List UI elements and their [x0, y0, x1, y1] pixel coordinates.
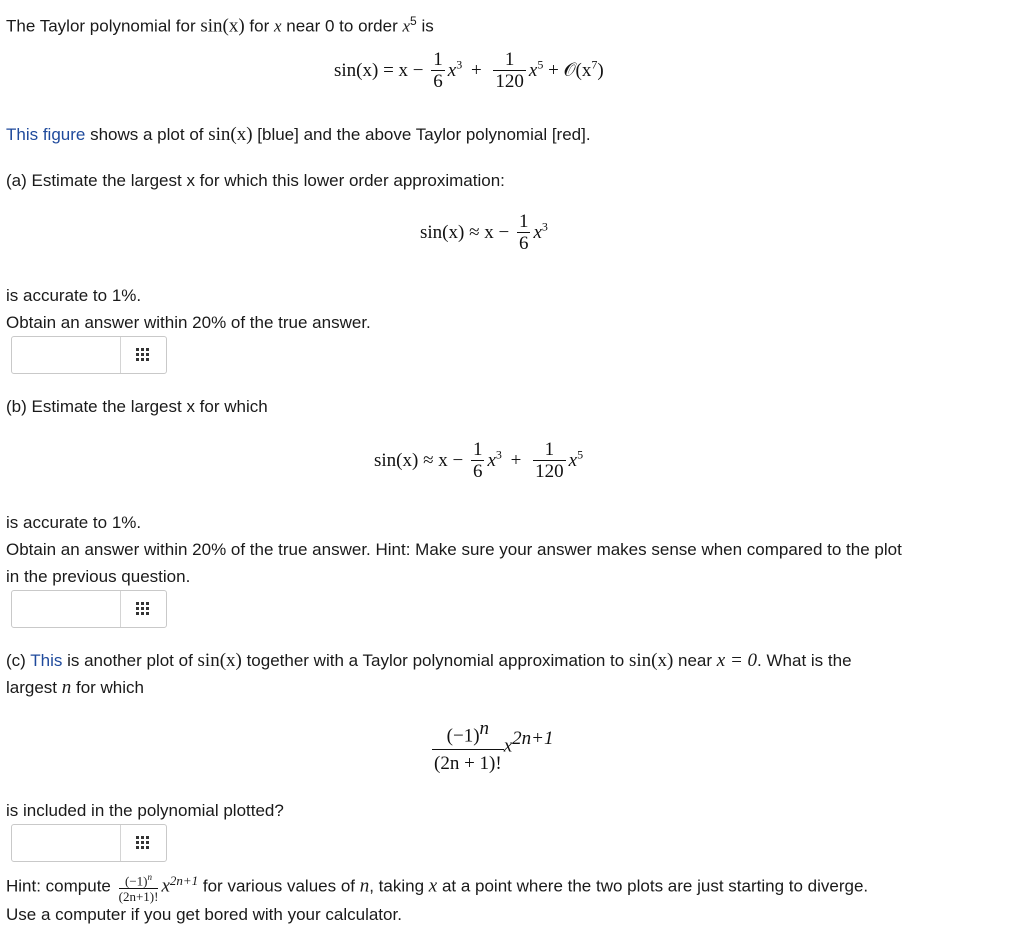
sin-x-expression: sin(x) — [628, 650, 674, 671]
answer-divider — [120, 591, 121, 627]
equation-lhs: sin(x) = x − — [334, 59, 424, 81]
numerator: 1 — [504, 49, 515, 70]
part-c-text: largest — [6, 678, 62, 697]
answer-divider — [120, 337, 121, 373]
part-c-hint — [6, 866, 868, 904]
x-variable: x — [428, 875, 438, 897]
figure-link[interactable]: This figure — [6, 125, 86, 144]
x-variable: x — [273, 16, 282, 36]
keypad-icon[interactable] — [136, 602, 150, 616]
sin-x-expression: sin(x) — [208, 124, 253, 145]
part-b-equation — [374, 440, 583, 483]
x-variable: x — [402, 16, 411, 36]
x-variable: x — [533, 221, 542, 243]
n-variable: n — [359, 875, 370, 897]
plus-operator: + — [510, 449, 522, 471]
part-b-answer-input[interactable] — [16, 595, 120, 625]
intro-text: is — [416, 16, 434, 36]
fraction-one-sixth — [431, 50, 445, 93]
exponent: n — [147, 872, 153, 882]
part-c-answer-box — [11, 824, 167, 862]
figure-text: [blue] and the above Taylor polynomial [red]. — [252, 125, 591, 144]
hint-fraction — [119, 870, 159, 904]
part-a-equation — [420, 212, 548, 255]
part-c-label: (c) — [6, 651, 31, 670]
keypad-icon[interactable] — [136, 836, 150, 850]
denominator: 6 — [518, 233, 529, 254]
fraction-one-sixth — [517, 212, 531, 255]
exponent: 5 — [410, 14, 417, 28]
part-b-accuracy: is accurate to 1%. — [6, 513, 142, 532]
x-equals-zero: x = 0 — [716, 650, 758, 671]
part-a-answer-box — [11, 336, 167, 374]
equation-lhs: sin(x) ≈ x − — [374, 449, 464, 471]
intro-text: for — [244, 16, 274, 36]
keypad-icon[interactable] — [136, 348, 150, 362]
exponent: 3 — [541, 219, 548, 234]
exponent: 3 — [456, 57, 463, 72]
numerator: 1 — [472, 439, 483, 460]
numerator: 1 — [433, 49, 443, 70]
part-c-text: . What is the — [757, 651, 852, 670]
x-variable: x — [503, 735, 513, 757]
numerator: 1 — [544, 439, 555, 460]
hint-text: at a point where the two plots are just starting to diverge. — [437, 876, 869, 896]
part-c-prompt-cont — [6, 677, 144, 699]
part-a-answer-input[interactable] — [16, 341, 120, 371]
part-c-answer-input[interactable] — [16, 829, 120, 859]
numerator-base: (−1) — [446, 725, 480, 747]
part-c-text: for which — [71, 678, 144, 697]
exponent: 2n+1 — [512, 728, 554, 750]
part-c-included: is included in the polynomial plotted? — [6, 801, 284, 820]
exponent: 3 — [495, 447, 502, 462]
denominator: 6 — [433, 71, 443, 92]
plus-operator: + — [470, 59, 482, 81]
figure-text: shows a plot of — [85, 125, 209, 144]
x-variable: x — [447, 59, 457, 81]
equation-lhs: sin(x) ≈ x − — [420, 221, 510, 243]
part-b-instruction-cont: in the previous question. — [6, 567, 191, 586]
hint-text: for various values of — [198, 876, 360, 896]
answer-divider — [120, 825, 121, 861]
part-b-instruction: Obtain an answer within 20% of the true answer. Hint: Make sure your answer makes sense when compared to the plot — [6, 540, 902, 559]
denominator: (2n + 1)! — [432, 749, 504, 778]
part-b-prompt: (b) Estimate the largest x for which — [6, 397, 268, 416]
figure-line — [6, 124, 591, 146]
part-c-hint-cont: Use a computer if you get bored with your calculator. — [6, 905, 402, 924]
denominator: 120 — [495, 71, 524, 92]
part-c-text: together with a Taylor polynomial approximation to — [241, 651, 629, 670]
exponent: 5 — [537, 57, 544, 72]
exponent: 7 — [591, 57, 598, 72]
part-c-term — [432, 716, 553, 778]
hint-text: , taking — [369, 876, 429, 896]
numerator — [119, 870, 159, 888]
intro-text: near 0 to order — [281, 16, 403, 36]
denominator: (2n+1)! — [118, 889, 159, 905]
exponent: 2n+1 — [169, 873, 199, 888]
part-c-plot-link[interactable]: This — [30, 651, 63, 670]
x-variable: x — [161, 875, 170, 897]
taylor-equation — [334, 50, 604, 93]
fraction-one-sixth — [471, 440, 485, 483]
hint-text: Hint: compute — [6, 876, 116, 896]
numerator — [432, 716, 504, 749]
denominator: 120 — [535, 461, 564, 482]
numerator-base: (−1) — [125, 873, 148, 889]
intro-text: The Taylor polynomial for — [6, 16, 201, 36]
fraction-one-120th — [533, 440, 566, 483]
intro-line — [6, 10, 434, 38]
big-o-term: + 𝒪(x — [548, 59, 592, 81]
term-fraction — [432, 716, 504, 778]
part-a-prompt: (a) Estimate the largest x for which this lower order approximation: — [6, 171, 505, 190]
x-variable: x — [487, 449, 496, 471]
close-paren: ) — [597, 59, 604, 81]
exponent: n — [479, 718, 490, 739]
denominator: 6 — [472, 461, 483, 482]
numerator: 1 — [518, 211, 529, 232]
part-c-text: is another plot of — [62, 651, 198, 670]
part-a-instruction: Obtain an answer within 20% of the true answer. — [6, 313, 371, 332]
x-variable: x — [528, 59, 538, 81]
n-variable: n — [61, 677, 72, 698]
sin-x-expression: sin(x) — [197, 650, 242, 671]
part-c-prompt — [6, 650, 852, 672]
x-variable: x — [568, 449, 578, 471]
exponent: 5 — [577, 447, 584, 462]
sin-x-expression: sin(x) — [200, 15, 245, 37]
part-c-text: near — [673, 651, 717, 670]
fraction-one-120th — [493, 50, 526, 93]
part-a-accuracy: is accurate to 1%. — [6, 286, 142, 305]
part-b-answer-box — [11, 590, 167, 628]
